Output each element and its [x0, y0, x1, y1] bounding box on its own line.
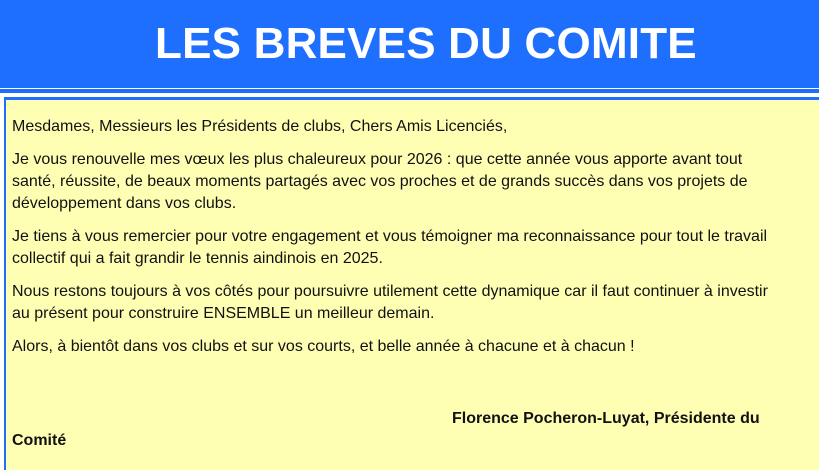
letter-greeting: Mesdames, Messieurs les Présidents de clubs, Chers Amis Licenciés, [12, 118, 508, 135]
letter-body [12, 116, 819, 369]
page-title: LES BREVES DU COMITE [155, 19, 697, 68]
signature-organization: Comité [12, 432, 67, 449]
letter-paragraph-thanks [12, 226, 819, 270]
letter-paragraph-wishes [12, 149, 819, 215]
banner-divider [0, 89, 819, 93]
paragraph-line: Je tiens à vous remercier pour votre engagement et vous témoigner ma reconnaissance pour tout le travail [12, 228, 768, 245]
paragraph-line: santé, réussite, de beaux moments partagés avec vos proches et de grands succès dans vos projets de [12, 173, 748, 190]
letter-paragraph-support [12, 281, 819, 325]
letter-closing: Alors, à bientôt dans vos clubs et sur vos courts, et belle année à chacune et à chacun ! [12, 338, 635, 355]
header-banner [0, 0, 819, 88]
letter-signature [12, 408, 812, 452]
paragraph-line: Nous restons toujours à vos côtés pour poursuivre utilement cette dynamique car il faut continuer à investir [12, 283, 768, 300]
signature-name-title: Florence Pocheron-Luyat, Présidente du [452, 410, 760, 427]
paragraph-line: développement dans vos clubs. [12, 195, 237, 212]
paragraph-line: Je vous renouvelle mes vœux les plus chaleureux pour 2026 : que cette année vous apporte avant tout [12, 151, 743, 168]
paragraph-line: au présent pour construire ENSEMBLE un meilleur demain. [12, 305, 435, 322]
letter-panel [4, 97, 819, 470]
paragraph-line: collectif qui a fait grandir le tennis aindinois en 2025. [12, 250, 383, 267]
